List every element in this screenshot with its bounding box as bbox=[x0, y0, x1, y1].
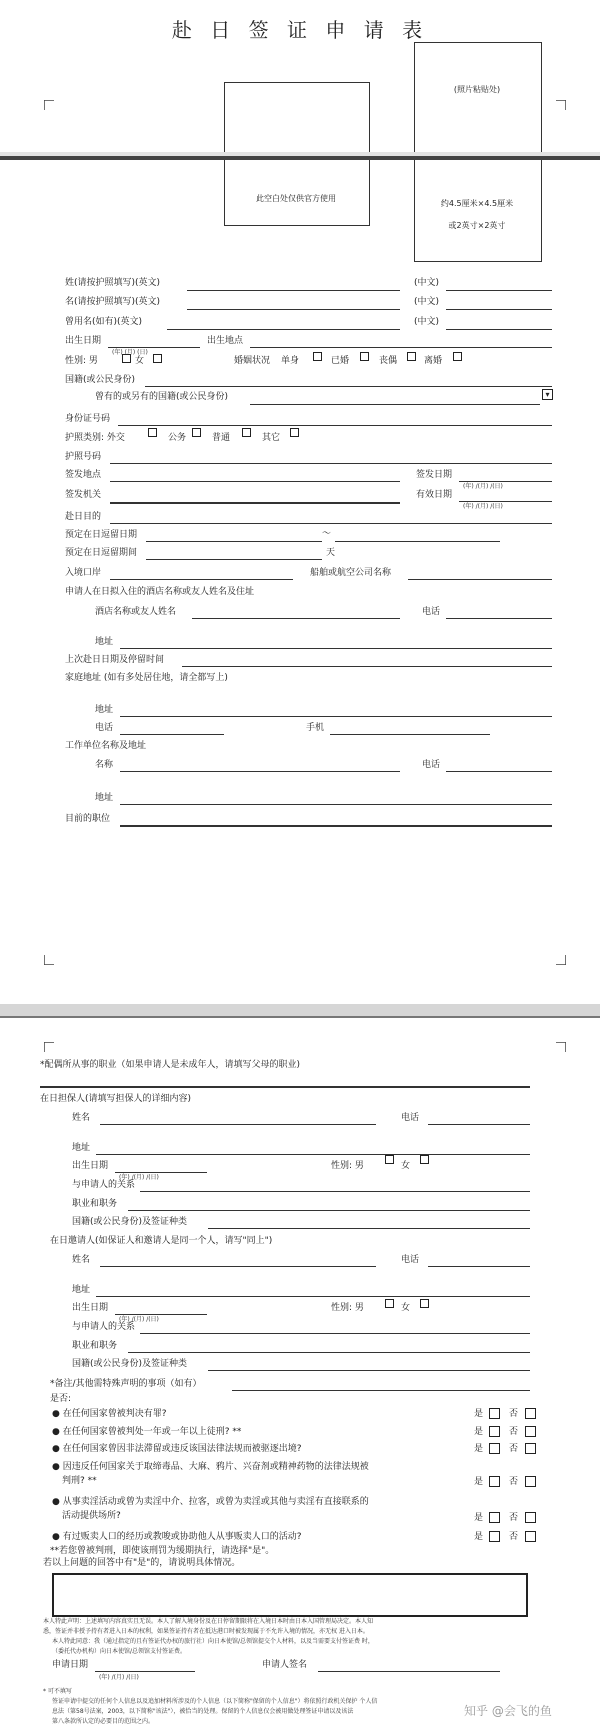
home-address-label: 家庭地址 (如有多处居住地，请全都写上) bbox=[65, 673, 228, 683]
surname-cn-label: (中文) bbox=[414, 278, 440, 288]
home-address-field[interactable] bbox=[120, 716, 552, 717]
corner-mark bbox=[556, 955, 566, 965]
ordinary-checkbox[interactable] bbox=[242, 428, 251, 437]
guarantor-dob-label: 出生日期 bbox=[72, 1161, 109, 1171]
question-5-line2: 活动提供场所? bbox=[62, 1511, 121, 1521]
q5-yes-label: 是 bbox=[474, 1513, 484, 1523]
q4-yes-checkbox[interactable] bbox=[489, 1476, 500, 1487]
q3-no-checkbox[interactable] bbox=[525, 1443, 536, 1454]
sentence-note: **若您曾被判刑，即使该刑罚为缓期执行，请选择"是"。 bbox=[50, 1546, 275, 1556]
dob-label: 出生日期 bbox=[65, 336, 102, 346]
given-cn-field[interactable] bbox=[446, 309, 552, 310]
q1-yes-label: 是 bbox=[474, 1409, 484, 1419]
divorced-label: 离婚 bbox=[424, 356, 443, 366]
inviter-job-field[interactable] bbox=[128, 1352, 530, 1353]
question-6: ● 有过贩卖人口的经历或教唆或协助他人从事贩卖人口的活动? bbox=[52, 1532, 302, 1542]
passport-number-field[interactable] bbox=[110, 463, 552, 464]
stay-date-from-field[interactable] bbox=[146, 541, 322, 542]
single-checkbox[interactable] bbox=[313, 352, 322, 361]
page-divider-2 bbox=[0, 1016, 600, 1018]
guarantor-male-checkbox[interactable] bbox=[385, 1155, 394, 1164]
pob-label: 出生地点 bbox=[207, 336, 244, 346]
gender-male-checkbox[interactable] bbox=[122, 354, 131, 363]
widowed-checkbox[interactable] bbox=[407, 352, 416, 361]
signature-field[interactable] bbox=[318, 1671, 500, 1672]
married-label: 已婚 bbox=[331, 356, 350, 366]
remarks-field[interactable] bbox=[232, 1390, 530, 1391]
corner-mark bbox=[44, 955, 54, 965]
mobile-field[interactable] bbox=[330, 734, 490, 735]
form-title: 赴 日 签 证 申 请 表 bbox=[171, 18, 429, 42]
purpose-field[interactable] bbox=[110, 523, 552, 524]
id-number-field[interactable] bbox=[118, 425, 552, 426]
surname-label: 姓(请按护照填写)(英文) bbox=[65, 278, 161, 288]
guarantor-tel-label: 电话 bbox=[401, 1113, 420, 1123]
hotel-name-label: 酒店名称或友人姓名 bbox=[95, 607, 177, 617]
former-name-field[interactable] bbox=[167, 329, 400, 330]
port-field[interactable] bbox=[110, 579, 293, 580]
passport-type-label: 护照类别: 外交 bbox=[65, 433, 125, 443]
inviter-nat-label: 国籍(或公民身份)及签证种类 bbox=[72, 1359, 188, 1369]
guarantor-nat-field[interactable] bbox=[208, 1228, 530, 1229]
q1-yes-checkbox[interactable] bbox=[489, 1408, 500, 1419]
inviter-gender-label: 性别: 男 bbox=[331, 1303, 364, 1313]
ordinary-label: 普通 bbox=[212, 433, 231, 443]
q3-yes-label: 是 bbox=[474, 1444, 484, 1454]
married-checkbox[interactable] bbox=[360, 352, 369, 361]
given-cn-label: (中文) bbox=[414, 297, 440, 307]
inviter-male-checkbox[interactable] bbox=[385, 1299, 394, 1308]
guarantor-address-label: 地址 bbox=[72, 1143, 91, 1153]
work-heading: 工作单位名称及地址 bbox=[65, 741, 147, 751]
home-tel-label: 电话 bbox=[95, 723, 114, 733]
home-addr-label: 地址 bbox=[95, 705, 114, 715]
guarantor-nat-label: 国籍(或公民身份)及签证种类 bbox=[72, 1217, 188, 1227]
inviter-address-label: 地址 bbox=[72, 1285, 91, 1295]
page-gap-2 bbox=[0, 1004, 600, 1016]
q2-yes-label: 是 bbox=[474, 1427, 484, 1437]
surname-cn-field[interactable] bbox=[446, 290, 552, 291]
work-name-label: 名称 bbox=[95, 760, 114, 770]
photo-size-inch: 或2英寸×2英寸 bbox=[448, 221, 506, 230]
declaration-line-4: （委托代办机构）向日本使馆/总领馆支付签证费。 bbox=[52, 1648, 187, 1655]
ship-field[interactable] bbox=[408, 579, 552, 580]
given-name-field[interactable] bbox=[187, 309, 400, 310]
home-tel-field[interactable] bbox=[120, 734, 224, 735]
optional-note: * 可不填写 bbox=[43, 1688, 72, 1695]
work-tel-label: 电话 bbox=[422, 760, 441, 770]
guarantor-job-label: 职业和职务 bbox=[72, 1199, 118, 1209]
place-of-issue-label: 签发地点 bbox=[65, 470, 102, 480]
other-label: 其它 bbox=[262, 433, 281, 443]
dob-field[interactable] bbox=[108, 347, 200, 348]
stay-date-tilde: ～ bbox=[322, 529, 332, 539]
inviter-name-field[interactable] bbox=[100, 1266, 376, 1267]
inviter-address-field[interactable] bbox=[96, 1296, 530, 1297]
stay-date-label: 预定在日逗留日期 bbox=[65, 530, 138, 540]
q5-yes-checkbox[interactable] bbox=[489, 1512, 500, 1523]
q5-no-checkbox[interactable] bbox=[525, 1512, 536, 1523]
question-2: ● 在任何国家曾被判处一年或一年以上徒刑? ** bbox=[52, 1427, 242, 1437]
former-name-label: 曾用名(如有)(英文) bbox=[65, 317, 143, 327]
work-address-label: 地址 bbox=[95, 793, 114, 803]
divorced-checkbox[interactable] bbox=[453, 352, 462, 361]
q6-yes-checkbox[interactable] bbox=[489, 1531, 500, 1542]
hotel-tel-label: 电话 bbox=[422, 607, 441, 617]
question-4-line1: ● 因违反任何国家关于取缔毒品、大麻、鸦片、兴奋剂或精神药物的法律法规被 bbox=[52, 1462, 369, 1472]
hotel-name-field[interactable] bbox=[192, 618, 400, 619]
application-date-format: (年) /(月) /(日) bbox=[99, 1674, 139, 1681]
passport-number-label: 护照号码 bbox=[65, 452, 102, 462]
declaration-line-3: 本人特此同意：我（通过指定的且有签证代办权的旅行社）向日本使馆/总领馆提交个人材料，以及当需要支付签证费 时， bbox=[52, 1638, 374, 1645]
q3-no-label: 否 bbox=[509, 1444, 519, 1454]
dob-format: (年) (月) (日) bbox=[112, 349, 148, 356]
expiry-label: 有效日期 bbox=[416, 490, 453, 500]
explain-box[interactable] bbox=[52, 1573, 528, 1617]
guarantor-heading: 在日担保人(请填写担保人的详细内容) bbox=[40, 1094, 192, 1104]
hotel-address-label: 地址 bbox=[95, 637, 114, 647]
inviter-dob-label: 出生日期 bbox=[72, 1303, 109, 1313]
purpose-label: 赴日目的 bbox=[65, 512, 102, 522]
port-label: 入境口岸 bbox=[65, 568, 102, 578]
former-nationality-label: 曾有的或另有的国籍(或公民身份) bbox=[95, 392, 229, 402]
guarantor-female-label: 女 bbox=[401, 1161, 411, 1171]
gender-female-label: 女 bbox=[135, 356, 145, 366]
hotel-tel-field[interactable] bbox=[446, 618, 552, 619]
corner-mark bbox=[44, 100, 54, 110]
surname-field[interactable] bbox=[187, 290, 400, 291]
q6-yes-label: 是 bbox=[474, 1532, 484, 1542]
watermark: 知乎 @会飞的鱼 bbox=[464, 1704, 552, 1718]
hotel-address-field[interactable] bbox=[120, 648, 552, 649]
official-use-label: 此空白处仅供官方使用 bbox=[256, 194, 336, 203]
q2-no-label: 否 bbox=[509, 1427, 519, 1437]
guarantor-relation-field[interactable] bbox=[140, 1191, 530, 1192]
q2-no-checkbox[interactable] bbox=[525, 1426, 536, 1437]
inviter-tel-field[interactable] bbox=[428, 1266, 530, 1267]
declaration-line-2: 悉，签证并非授予持有者进入日本的权利，如果签证持有者在抵达港口时被发现属于不允许入境的情况，亦无权 进入日本。 bbox=[43, 1628, 369, 1635]
page-divider-1 bbox=[0, 156, 600, 160]
authority-label: 签发机关 bbox=[65, 490, 102, 500]
authority-field[interactable] bbox=[110, 502, 400, 504]
inviter-nat-field[interactable] bbox=[208, 1370, 530, 1371]
former-cn-label: (中文) bbox=[414, 317, 440, 327]
stay-period-label: 预定在日逗留期间 bbox=[65, 548, 138, 558]
question-4-line2: 判刑? ** bbox=[62, 1476, 97, 1486]
inviter-female-checkbox[interactable] bbox=[420, 1299, 429, 1308]
declaration-line-1: 本人特此声明：上述填写内容真实且无误。本人了解入境身份及在日停留期限将在入境日本时由日本入国管理局决定。本人知 bbox=[43, 1618, 374, 1625]
guarantor-tel-field[interactable] bbox=[428, 1124, 530, 1125]
work-tel-field[interactable] bbox=[446, 771, 552, 772]
application-date-field[interactable] bbox=[95, 1671, 195, 1672]
photo-label: (照片粘贴处) bbox=[453, 85, 501, 94]
yes-no-heading: 是否: bbox=[50, 1394, 72, 1404]
inviter-tel-label: 电话 bbox=[401, 1255, 420, 1265]
guarantor-dob-field[interactable] bbox=[115, 1172, 207, 1173]
hotel-heading: 申请人在日拟入住的酒店名称或友人姓名及住址 bbox=[65, 587, 255, 597]
q3-yes-checkbox[interactable] bbox=[489, 1443, 500, 1454]
inviter-dob-field[interactable] bbox=[115, 1314, 207, 1315]
guarantor-relation-label: 与申请人的关系 bbox=[72, 1180, 136, 1190]
inviter-female-label: 女 bbox=[401, 1303, 411, 1313]
guarantor-name-field[interactable] bbox=[100, 1124, 376, 1125]
stay-period-field[interactable] bbox=[146, 559, 322, 560]
guarantor-gender-label: 性别: 男 bbox=[331, 1161, 364, 1171]
q4-no-checkbox[interactable] bbox=[525, 1476, 536, 1487]
expiry-field[interactable] bbox=[459, 501, 552, 502]
q4-no-label: 否 bbox=[509, 1477, 519, 1487]
expiry-format: (年) /(月) /(日) bbox=[463, 503, 503, 510]
inviter-relation-field[interactable] bbox=[140, 1333, 530, 1334]
guarantor-job-field[interactable] bbox=[128, 1210, 530, 1211]
corner-mark bbox=[556, 100, 566, 110]
place-of-issue-field[interactable] bbox=[110, 481, 400, 482]
single-label: 单身 bbox=[281, 356, 300, 366]
former-nationality-field[interactable] bbox=[250, 404, 540, 405]
inviter-dob-format: (年) /(月) /(日) bbox=[119, 1316, 159, 1323]
pob-field[interactable] bbox=[250, 347, 552, 348]
privacy-line-1: 签证申请中提交的任何个人信息以及追加材料所涉及的个人信息（以下简称"保留的个人信息"）将依照行政机关保护 个人信 bbox=[52, 1698, 378, 1705]
nationality-field[interactable] bbox=[145, 386, 552, 387]
corner-mark bbox=[44, 1042, 54, 1052]
official-passport-label: 公务 bbox=[168, 433, 187, 443]
widowed-label: 丧偶 bbox=[379, 356, 398, 366]
q6-no-label: 否 bbox=[509, 1532, 519, 1542]
official-passport-checkbox[interactable] bbox=[192, 428, 201, 437]
work-name-field[interactable] bbox=[120, 771, 400, 772]
stay-date-to-field[interactable] bbox=[335, 541, 500, 542]
explain-label: 若以上问题的回答中有"是"的，请说明具体情况。 bbox=[43, 1558, 241, 1568]
gender-label: 性别: 男 bbox=[65, 356, 98, 366]
inviter-name-label: 姓名 bbox=[72, 1255, 91, 1265]
date-of-issue-format: (年) /(月) /(日) bbox=[463, 483, 503, 490]
photo-size-cm: 约4.5厘米×4.5厘米 bbox=[440, 199, 514, 208]
signature-label: 申请人签名 bbox=[262, 1660, 308, 1670]
nationality-label: 国籍(或公民身份) bbox=[65, 375, 136, 385]
position-label: 目前的职位 bbox=[65, 814, 111, 824]
former-cn-field[interactable] bbox=[446, 329, 552, 330]
question-5-line1: ● 从事卖淫活动或曾为卖淫中介、拉客，或曾为卖淫或其他与卖淫有直接联系的 bbox=[52, 1497, 369, 1507]
q1-no-label: 否 bbox=[509, 1409, 519, 1419]
q1-no-checkbox[interactable] bbox=[525, 1408, 536, 1419]
work-address-field[interactable] bbox=[120, 804, 552, 805]
other-checkbox[interactable] bbox=[290, 428, 299, 437]
question-1: ● 在任何国家曾被判决有罪? bbox=[52, 1409, 167, 1419]
inviter-heading: 在日邀请人(如保证人和邀请人是同一个人，请写"同上") bbox=[50, 1236, 273, 1246]
position-field[interactable] bbox=[120, 825, 552, 827]
guarantor-address-field[interactable] bbox=[96, 1154, 530, 1155]
spouse-occupation-label: *配偶所从事的职业（如果申请人是未成年人，请填写父母的职业) bbox=[40, 1060, 301, 1070]
q6-no-checkbox[interactable] bbox=[525, 1531, 536, 1542]
mobile-label: 手机 bbox=[306, 723, 325, 733]
date-of-issue-label: 签发日期 bbox=[416, 470, 453, 480]
marital-label: 婚姻状况 bbox=[234, 356, 271, 366]
corner-mark bbox=[556, 1042, 566, 1052]
inviter-relation-label: 与申请人的关系 bbox=[72, 1322, 136, 1332]
gender-female-checkbox[interactable] bbox=[153, 354, 162, 363]
question-3: ● 在任何国家曾因非法滞留或违反该国法律法规而被驱逐出境? bbox=[52, 1444, 302, 1454]
guarantor-female-checkbox[interactable] bbox=[420, 1155, 429, 1164]
dropdown-arrow-icon[interactable]: ▾ bbox=[542, 389, 553, 400]
privacy-line-2: 息法（第58号法案，2003，以下简称"该法"），被恰当的处理。保留的个人信息仅会被用做处理签证申请以及该法 bbox=[52, 1708, 354, 1715]
date-of-issue-field[interactable] bbox=[459, 481, 552, 482]
q5-no-label: 否 bbox=[509, 1513, 519, 1523]
last-visit-label: 上次赴日日期及停留时间 bbox=[65, 655, 165, 665]
spouse-occupation-field[interactable] bbox=[40, 1086, 530, 1088]
inviter-job-label: 职业和职务 bbox=[72, 1341, 118, 1351]
id-number-label: 身份证号码 bbox=[65, 414, 111, 424]
diplomatic-checkbox[interactable] bbox=[148, 428, 157, 437]
guarantor-name-label: 姓名 bbox=[72, 1113, 91, 1123]
stay-period-unit: 天 bbox=[326, 548, 336, 558]
guarantor-dob-format: (年) /(月) /(日) bbox=[119, 1174, 159, 1181]
q2-yes-checkbox[interactable] bbox=[489, 1426, 500, 1437]
application-date-label: 申请日期 bbox=[52, 1660, 89, 1670]
ship-label: 船舶或航空公司名称 bbox=[310, 568, 392, 578]
q4-yes-label: 是 bbox=[474, 1477, 484, 1487]
last-visit-field[interactable] bbox=[182, 666, 552, 667]
remarks-label: *备注/其他需特殊声明的事项（如有） bbox=[50, 1379, 202, 1389]
privacy-line-3: 第八条款所认定的必要目的范围之内。 bbox=[52, 1718, 155, 1725]
given-name-label: 名(请按护照填写)(英文) bbox=[65, 297, 161, 307]
